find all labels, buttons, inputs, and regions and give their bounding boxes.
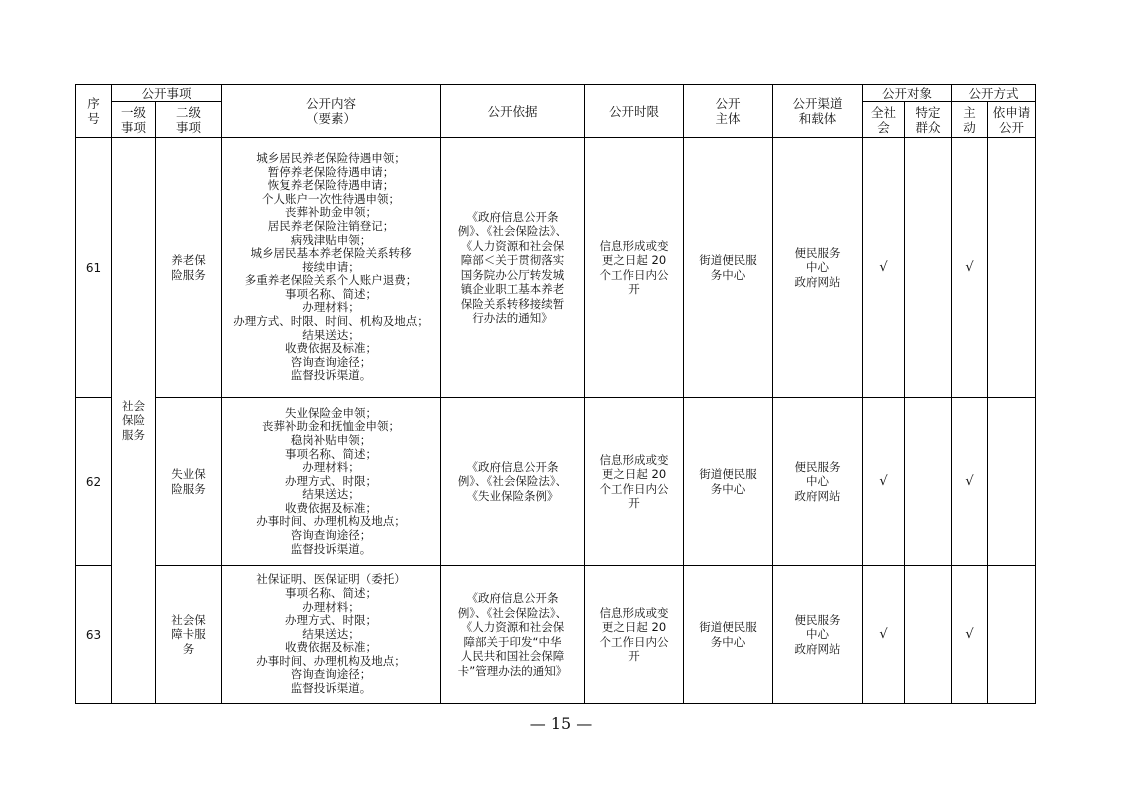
text-line: 办理材料；	[302, 599, 360, 614]
text-line: 失业保	[171, 467, 206, 481]
text-line: 社保证明、医保证明（委托）	[256, 572, 406, 587]
text-line: 保险	[122, 413, 145, 428]
text-line: 一级	[120, 104, 146, 120]
text-line: 个人账户一次性待遇申领；	[262, 191, 401, 206]
text-line: 事项	[176, 119, 202, 135]
header-basis: 公开依据	[441, 85, 585, 138]
content-cell	[222, 566, 441, 704]
subject-cell	[684, 398, 773, 566]
text-line: 障卡服	[171, 627, 206, 642]
text-line: 依申请	[992, 104, 1031, 120]
header-seq	[76, 85, 112, 138]
table-row	[76, 138, 1036, 398]
text-line: 社会保	[171, 612, 206, 627]
text-line: 街道便民服	[699, 253, 757, 267]
text-line: 信息形成或变	[599, 238, 669, 253]
text-line: 《人力资源和社会保	[460, 620, 565, 634]
text-line: 保险关系转移接续暂	[460, 296, 565, 311]
text-line: 开	[628, 649, 640, 663]
text-line: 城乡居民养老保险待遇申领；	[256, 150, 406, 165]
text-line: 便民服务	[794, 612, 841, 627]
text-line: 办事时间、办理机构及地点；	[256, 514, 406, 529]
text-line: 险服务	[171, 481, 206, 496]
table-row	[76, 398, 1036, 566]
level2-item	[156, 138, 222, 398]
all-society-check: √	[863, 566, 905, 704]
request-check	[988, 138, 1036, 398]
text-line: 全社	[871, 104, 897, 120]
text-line: 《人力资源和社会保	[460, 238, 565, 253]
header-method-active	[952, 102, 988, 138]
text-line: 养老保	[171, 253, 206, 267]
text-line: 开	[628, 496, 640, 510]
active-check: √	[952, 566, 988, 704]
level2-item	[156, 566, 222, 704]
text-line: 公开	[999, 119, 1025, 135]
text-line: 开	[628, 282, 640, 296]
text-line: 便民服务	[794, 245, 841, 260]
header-channel	[773, 85, 863, 138]
level1-item	[112, 138, 156, 704]
text-line: 居民养老保险注销登记；	[267, 218, 395, 233]
all-society-check: √	[863, 138, 905, 398]
text-line: 街道便民服	[699, 620, 757, 634]
request-check	[988, 566, 1036, 704]
text-line: 监督投诉渠道。	[290, 681, 372, 696]
header-items-group: 公开事项	[112, 85, 222, 102]
text-line: 务	[182, 641, 195, 656]
basis-cell	[441, 566, 585, 704]
header-target-specific	[905, 102, 952, 138]
text-line: 二级	[176, 104, 202, 120]
specific-check	[905, 566, 952, 704]
text-line: 咨询查询途径；	[290, 528, 372, 543]
text-line: 接续申请；	[302, 259, 360, 274]
subject-cell	[684, 138, 773, 398]
header-method-group: 公开方式	[952, 85, 1036, 102]
text-line: 收费依据及标准；	[285, 341, 378, 356]
text-line: 务中心	[710, 267, 746, 282]
text-line: 信息形成或变	[599, 452, 669, 467]
text-line: 卡”管理办法的通知》	[457, 663, 568, 678]
channel-cell	[773, 566, 863, 704]
text-line: 务中心	[710, 634, 746, 649]
header-level2	[156, 102, 222, 138]
text-line: 办理材料；	[302, 460, 360, 475]
text-line: 更之日起 20	[601, 253, 667, 267]
text-line: 障部关于印发“中华	[463, 634, 562, 649]
text-line: 《政府信息公开条	[466, 459, 559, 474]
time-limit-cell	[585, 138, 684, 398]
content-cell	[222, 398, 441, 566]
text-line: 主体	[715, 111, 741, 126]
text-line: 公开内容	[306, 96, 357, 111]
text-line: 号	[87, 111, 100, 126]
table-row	[76, 566, 1036, 704]
header-time-limit: 公开时限	[585, 85, 684, 138]
text-line: 事项名称、简述；	[285, 585, 378, 600]
text-line: 更之日起 20	[601, 467, 667, 481]
text-line: 序	[87, 96, 100, 111]
text-line: 例》、《社会保险法》、	[457, 605, 568, 620]
text-line: 个工作日内公	[599, 481, 669, 496]
text-line: 动	[963, 119, 976, 135]
text-line: 事项	[120, 119, 146, 135]
time-limit-cell	[585, 566, 684, 704]
text-line: 个工作日内公	[599, 634, 669, 649]
header-method-request	[988, 102, 1036, 138]
basis-cell	[441, 398, 585, 566]
text-line: 公开渠道	[792, 96, 843, 111]
text-line: 更之日起 20	[601, 620, 667, 634]
text-line: 咨询查询途径；	[290, 354, 372, 369]
text-line: 办理材料；	[302, 300, 360, 315]
text-line: 主	[963, 104, 976, 120]
text-line: 会	[877, 119, 890, 135]
text-line: 障部＜关于贯彻落实	[460, 253, 565, 267]
basis-cell	[441, 138, 585, 398]
text-line: 结果送达；	[302, 327, 360, 342]
text-line: 信息形成或变	[599, 605, 669, 620]
text-line: 例》、《社会保险法》、	[457, 474, 568, 489]
text-line: 多重养老保险关系个人账户退费；	[244, 273, 418, 288]
text-line: 监督投诉渠道。	[290, 541, 372, 556]
text-line: 恢复养老保险待遇申请；	[267, 178, 395, 193]
text-line: 丧葬补助金和抚恤金申领；	[262, 419, 401, 434]
active-check: √	[952, 138, 988, 398]
text-line: 行办法的通知》	[472, 311, 553, 325]
disclosure-table	[75, 84, 1036, 704]
header-target-group: 公开对象	[863, 85, 952, 102]
request-check	[988, 398, 1036, 566]
text-line: 便民服务	[794, 459, 841, 474]
text-line: 办事时间、办理机构及地点；	[256, 653, 406, 668]
text-line: 务中心	[710, 481, 746, 496]
text-line: 中心	[806, 260, 830, 275]
text-line: 服务	[122, 427, 145, 442]
text-line: 公开	[715, 96, 741, 111]
text-line: 政府网站	[794, 488, 841, 503]
text-line: 稳岗补贴申领；	[290, 432, 372, 447]
row-number: 62	[76, 398, 112, 566]
text-line: 暂停养老保险待遇申请；	[267, 164, 395, 179]
text-line: 办理方式、时限；	[285, 613, 378, 628]
text-line: 收费依据及标准；	[285, 500, 378, 515]
text-line: 个工作日内公	[599, 267, 669, 282]
text-line: （要素）	[306, 111, 357, 126]
text-line: 中心	[806, 627, 830, 642]
header-level1	[112, 102, 156, 138]
page-number: — 15 —	[529, 714, 593, 733]
specific-check	[905, 398, 952, 566]
text-line: 《失业保险条例》	[466, 488, 559, 503]
text-line: 险服务	[171, 267, 206, 282]
text-line: 咨询查询途径；	[290, 667, 372, 682]
text-line: 结果送达；	[302, 626, 360, 641]
text-line: 结果送达；	[302, 487, 360, 502]
text-line: 丧葬补助金申领；	[285, 205, 378, 220]
level2-item	[156, 398, 222, 566]
text-line: 国务院办公厅转发城	[460, 267, 565, 282]
text-line: 失业保险金申领；	[285, 405, 378, 420]
specific-check	[905, 138, 952, 398]
row-number: 63	[76, 566, 112, 704]
subject-cell	[684, 566, 773, 704]
text-line: 收费依据及标准；	[285, 640, 378, 655]
active-check: √	[952, 398, 988, 566]
text-line: 政府网站	[794, 274, 841, 289]
channel-cell	[773, 138, 863, 398]
text-line: 镇企业职工基本养老	[460, 282, 565, 296]
text-line: 中心	[806, 474, 830, 489]
text-line: 政府网站	[794, 641, 841, 656]
time-limit-cell	[585, 398, 684, 566]
text-line: 办理方式、时限、时间、机构及地点；	[233, 314, 429, 329]
all-society-check: √	[863, 398, 905, 566]
header-target-all	[863, 102, 905, 138]
text-line: 《政府信息公开条	[466, 209, 559, 224]
text-line: 和载体	[798, 111, 837, 126]
channel-cell	[773, 398, 863, 566]
text-line: 例》、《社会保险法》、	[457, 224, 568, 238]
text-line: 群众	[915, 119, 941, 135]
content-cell	[222, 138, 441, 398]
row-number: 61	[76, 138, 112, 398]
text-line: 病残津贴申领；	[290, 232, 372, 247]
text-line: 城乡居民基本养老保险关系转移	[250, 246, 412, 261]
text-line: 《政府信息公开条	[466, 591, 559, 605]
header-content	[222, 85, 441, 138]
header-subject	[684, 85, 773, 138]
text-line: 事项名称、简述；	[285, 446, 378, 461]
text-line: 事项名称、简述；	[285, 286, 378, 301]
text-line: 人民共和国社会保障	[460, 649, 565, 663]
text-line: 特定	[915, 104, 941, 120]
text-line: 街道便民服	[699, 467, 757, 481]
text-line: 办理方式、时限；	[285, 473, 378, 488]
text-line: 社会	[122, 398, 145, 413]
text-line: 监督投诉渠道。	[290, 368, 372, 383]
